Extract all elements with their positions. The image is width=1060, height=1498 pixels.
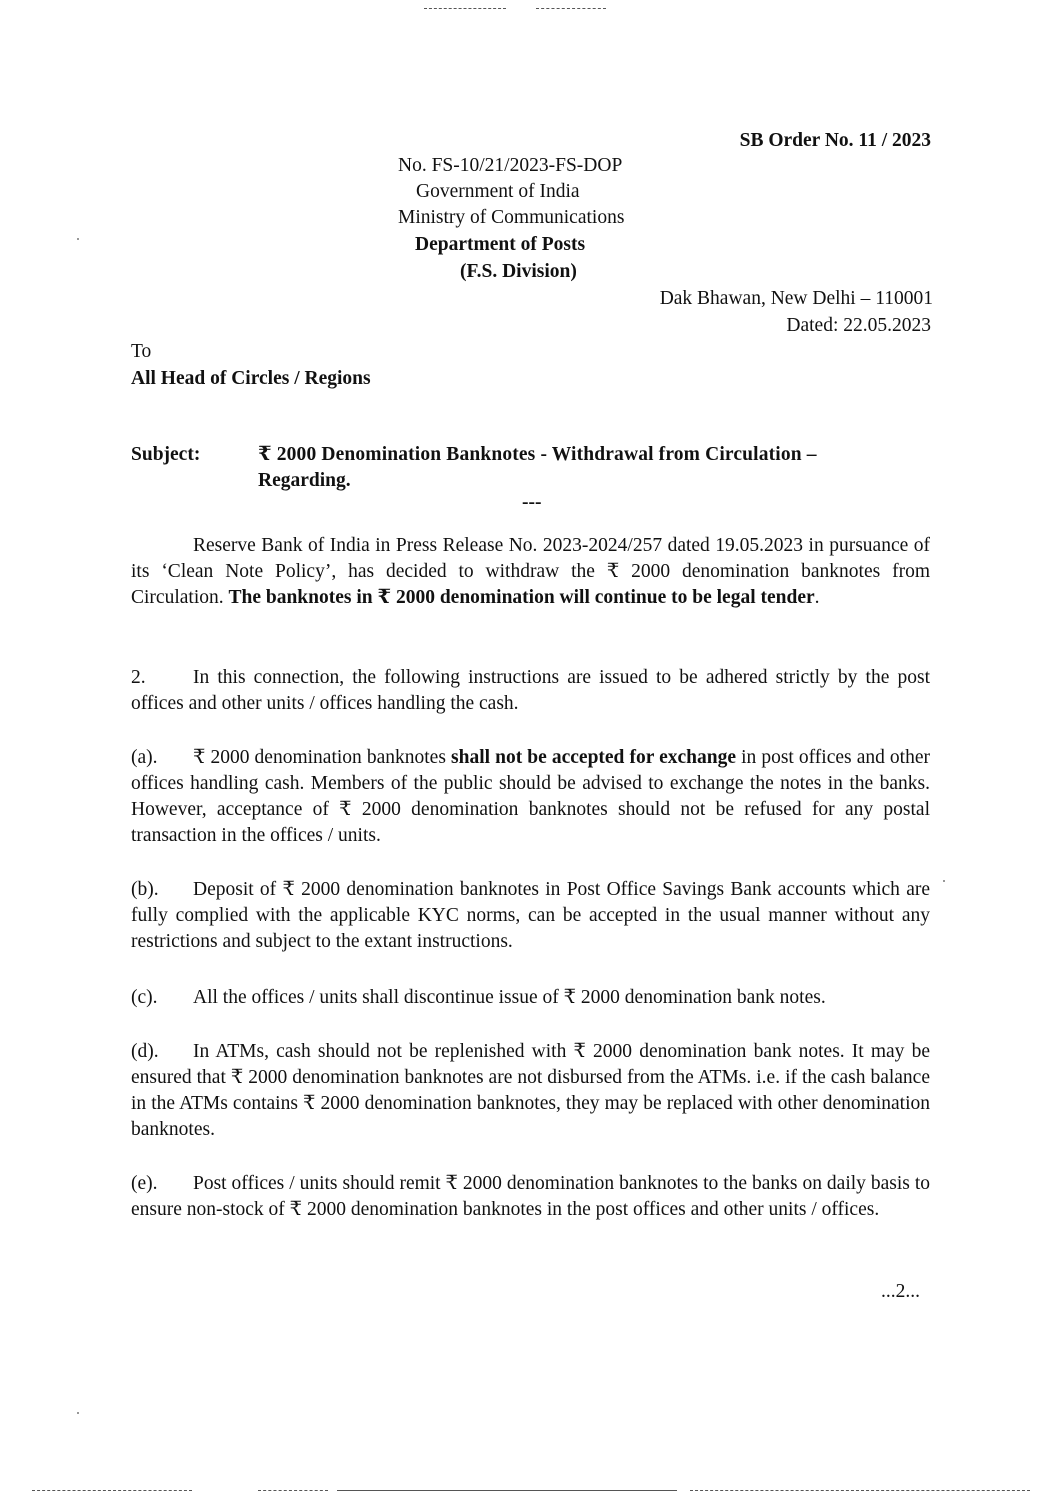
paragraph-e-text: Post offices / units should remit ₹ 2000 denomination banknotes to the banks on daily basis to ensure non-stock of ₹ 2000 denomination banknotes in the post offices and other units / offices. <box>131 1173 930 1220</box>
page-continuation-marker: ...2... <box>881 1281 920 1302</box>
intro-paragraph <box>131 533 930 611</box>
paragraph-c <box>131 985 930 1011</box>
paragraph-a-bold: shall not be accepted for exchange <box>451 747 737 768</box>
paragraph-b <box>131 877 930 955</box>
subject-line-1: ₹ 2000 Denomination Banknotes - Withdrawal from Circulation – <box>258 444 817 465</box>
paragraph-e <box>131 1171 930 1223</box>
paragraph-d <box>131 1039 930 1143</box>
department-name: Department of Posts <box>415 234 586 255</box>
paragraph-c-label: (c). <box>131 987 158 1008</box>
subject-line-2: Regarding. <box>258 470 351 491</box>
paragraph-a-label: (a). <box>131 747 158 768</box>
government-name: Government of India <box>416 181 580 202</box>
paragraph-a <box>131 745 930 849</box>
office-address: Dak Bhawan, New Delhi – 110001 <box>659 288 933 309</box>
paragraph-a-text-pre: ₹ 2000 denomination banknotes <box>193 747 452 768</box>
paragraph-c-text: All the offices / units shall discontinue issue of ₹ 2000 denomination bank notes. <box>193 987 826 1008</box>
division-name: (F.S. Division) <box>460 261 577 282</box>
paragraph-d-text: In ATMs, cash should not be replenished with ₹ 2000 denomination bank notes. It may be ensured that ₹ 2000 denomination banknotes are not disbursed from the ATMs. i.e. if the cash balance in the ATMs contains ₹ 2000 denomination banknotes, they may be replaced with other denomination banknotes. <box>131 1041 930 1140</box>
ministry-name: Ministry of Communications <box>398 207 625 228</box>
scan-artifact-dot-2 <box>943 880 945 882</box>
to-label: To <box>131 341 152 362</box>
paragraph-b-text: Deposit of ₹ 2000 denomination banknotes in Post Office Savings Bank accounts which are fully complied with the applicable KYC norms, can be accepted in the usual manner without any restrictions and subject to the extant instructions. <box>131 879 930 952</box>
scan-artifact-top-1 <box>424 8 506 9</box>
date-line: Dated: 22.05.2023 <box>786 315 931 336</box>
order-number: SB Order No. 11 / 2023 <box>739 130 931 151</box>
scan-artifact-bottom-1 <box>32 1490 192 1491</box>
scan-artifact-dot-3 <box>77 1412 79 1414</box>
paragraph-d-label: (d). <box>131 1041 159 1062</box>
paragraph-2 <box>131 665 930 717</box>
intro-end: . <box>814 587 820 608</box>
scan-artifact-top-2 <box>536 8 606 9</box>
paragraph-e-label: (e). <box>131 1173 158 1194</box>
file-number: No. FS-10/21/2023-FS-DOP <box>398 155 623 176</box>
recipient: All Head of Circles / Regions <box>131 368 371 389</box>
paragraph-2-text: In this connection, the following instructions are issued to be adhered strictly by the post offices and other units / offices handling the cash. <box>131 667 930 714</box>
paragraph-2-number: 2. <box>131 667 146 688</box>
scan-artifact-bottom-2 <box>258 1490 328 1491</box>
paragraph-a-text-post: in post offices and other offices handling cash. Members of the public should be advised to exchange the notes in the banks. However, acceptance of ₹ 2000 denomination banknotes should not be refused for any postal transaction in the offices / units. <box>131 747 930 846</box>
scan-artifact-dot-1 <box>77 238 79 240</box>
paragraph-b-label: (b). <box>131 879 159 900</box>
scan-artifact-bottom-4 <box>690 1490 1030 1491</box>
intro-bold-text: The banknotes in ₹ 2000 denomination will continue to be legal tender <box>228 587 815 608</box>
subject-label: Subject: <box>131 444 201 465</box>
subject-separator: --- <box>522 492 542 513</box>
intro-text: Reserve Bank of India in Press Release No. 2023-2024/257 dated 19.05.2023 in pursuance of its ‘Clean Note Policy’, has decided to withdraw the ₹ 2000 denomination banknotes from Circulation. <box>131 535 930 608</box>
scan-artifact-bottom-3 <box>337 1490 677 1491</box>
